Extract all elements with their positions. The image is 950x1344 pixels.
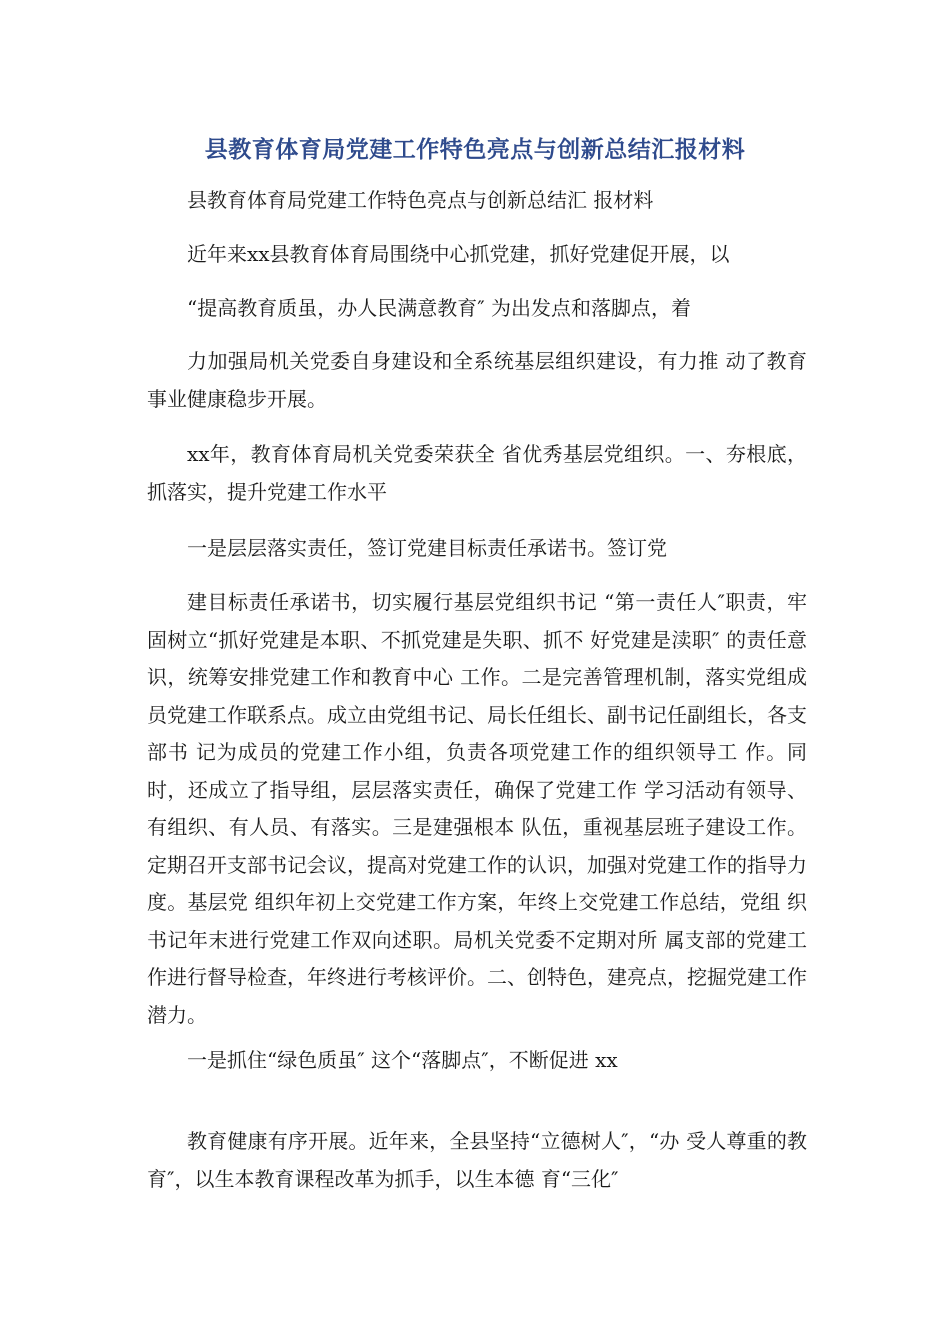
document-title: 县教育体育局党建工作特色亮点与创新总结汇报材料 — [204, 137, 746, 163]
paragraph-green-quality: 一是抓住“绿色质虽″ 这个“落脚点″，不断促进 xx — [187, 1048, 618, 1072]
paragraph-education: 教育健康有序开展。近年来，全县坚持“立德树人″，“办 受人尊重的教育″，以生本教育课程改革为抓手，以生本德 育“三化″ — [147, 1129, 807, 1191]
paragraph-intro: 近年来xx县教育体育局围绕中心抓党建，抓好党建促开展，以 — [187, 242, 730, 266]
paragraph-main-body: 建目标责任承诺书，切实履行基层党组织书记 “第一责任人″职责，牢固树立“抓好党建是本职、不抓党建是失职、抓不 好党建是渎职″ 的责任意识，统筹安排党建工作和教育中心 工作。二是完善管理机制，落实党组成员党建工作联系点。成立由党组书记、局长任组长、副书记任副组长，各支部书 记为成员的党建工作小组，负责各项党建工作的组织领导工 作。同时，还成立了指导组，层层落实责任，确保了党建工作 学习活动有领导、有组织、有人员、有落实。三是建强根本 队伍，重视基层班子建设工作。定期召开支部书记会议，提高对党建工作的认识，加强对党建工作的指导力度。基层党 组织年初上交党建工作方案，年终上交党建工作总结，党组 织书记年末进行党建工作双向述职。局机关党委不定期对所 属支部的党建工作进行督导检查，年终进行考核评价。二、创特色，建亮点，挖掘党建工作潜力。 — [147, 590, 807, 1027]
paragraph-organization: 力加强局机关党委自身建设和全系统基层组织建设，有力推 动了教育事业健康稳步开展。 — [147, 349, 807, 411]
paragraph-award: xx年，教育体育局机关党委荣获全 省优秀基层党组织。一、夯根底，抓落实，提升党建工作水平 — [147, 442, 807, 504]
paragraph-responsibility: 一是层层落实责任，签订党建目标责任承诺书。签订党 — [187, 536, 667, 560]
paragraph-subtitle: 县教育体育局党建工作特色亮点与创新总结汇 报材料 — [187, 188, 654, 212]
paragraph-intro-cont: “提高教育质虽，办人民满意教育″ 为出发点和落脚点，着 — [187, 296, 692, 320]
